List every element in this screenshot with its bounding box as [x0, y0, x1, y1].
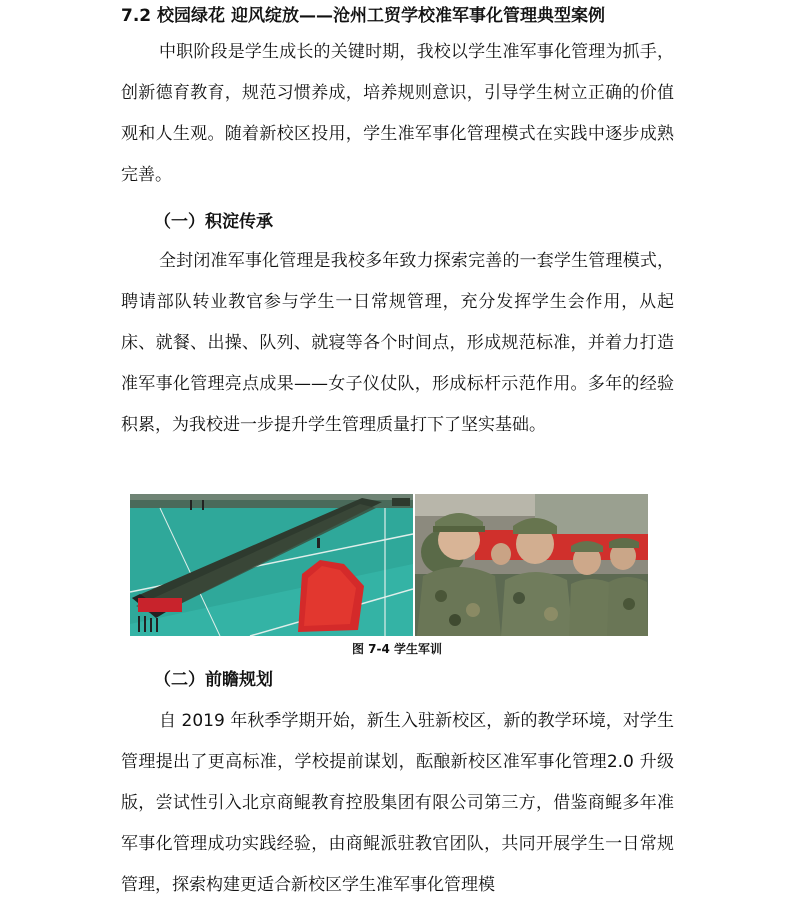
planning-paragraph: 自 2019 年秋季学期开始，新生入驻新校区，新的教学环境，对学生管理提出了更高标准，学校提前谋划，酝酿新校区准军事化管理2.0 升级版，尝试性引入北京商鲲教育控股集团有限公司第三方，借鉴商鲲多年准军事化管理成功实践经验，由商鲲派驻教官团队，共同开展学生一日常规管理，探索构建更适合新校区学生准军事化管理模 — [121, 711, 674, 895]
section-heading: 7.2 校园绿花 迎风绽放——沧州工贸学校准军事化管理典型案例 — [121, 6, 605, 26]
intro-paragraph: 中职阶段是学生成长的关键时期，我校以学生准军事化管理为抓手，创新德育教育，规范习惯养成，培养规则意识，引导学生树立正确的价值观和人生观。随着新校区投用，学生准军事化管理模式在实践中逐步成熟完善。 — [121, 42, 674, 185]
subheading-accumulation: （一）积淀传承 — [154, 212, 273, 232]
accumulation-paragraph: 全封闭准军事化管理是我校多年致力探索完善的一套学生管理模式，聘请部队转业教官参与学生一日常规管理，充分发挥学生会作用，从起床、就餐、出操、队列、就寝等各个时间点，形成规范标准，并着力打造准军事化管理亮点成果——女子仪仗队，形成标杆示范作用。多年的经验积累，为我校进一步提升学生管理质量打下了坚实基础。 — [121, 251, 674, 435]
photo-students-camouflage — [415, 494, 648, 636]
photo-drill-formation — [130, 494, 413, 636]
figure-caption: 图 7-4 学生军训 — [351, 642, 443, 656]
subheading-planning: （二）前瞻规划 — [154, 670, 273, 690]
